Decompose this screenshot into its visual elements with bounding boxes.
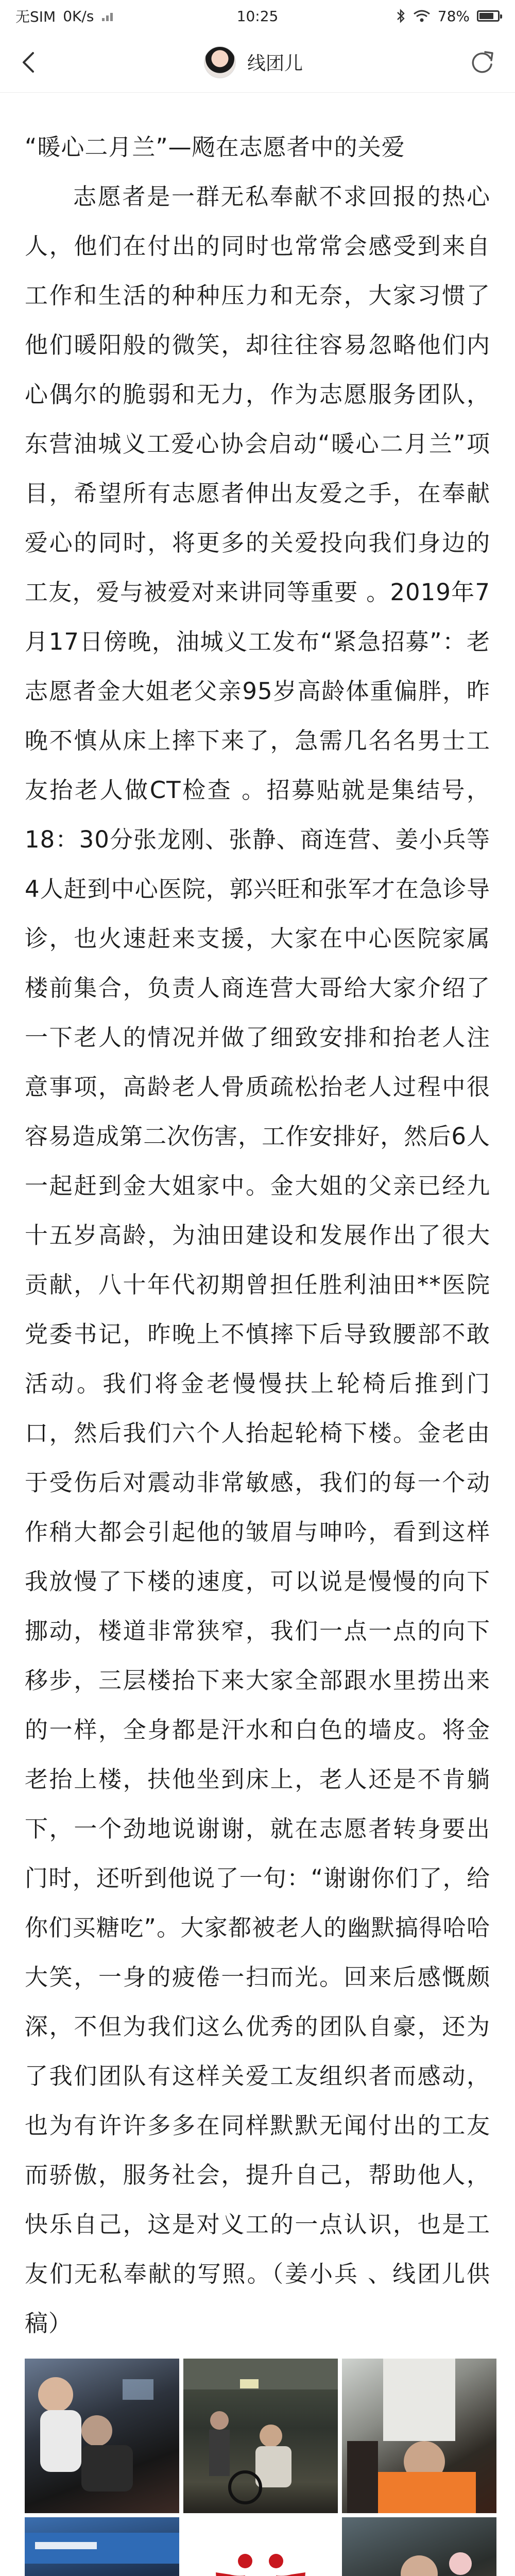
photo-thumbnail[interactable] bbox=[342, 2359, 496, 2513]
battery-fill bbox=[479, 13, 493, 19]
network-speed: 0K/s bbox=[63, 8, 94, 25]
photo-grid bbox=[25, 2359, 490, 2576]
photo-scene bbox=[25, 2359, 179, 2513]
photo-scene bbox=[342, 2517, 496, 2576]
status-left bbox=[15, 6, 116, 26]
avatar[interactable] bbox=[204, 46, 236, 78]
status-right bbox=[396, 8, 500, 25]
battery-icon bbox=[477, 10, 500, 22]
status-time: 10:25 bbox=[0, 8, 515, 25]
refresh-arrow-icon[interactable] bbox=[468, 48, 496, 77]
article-body: 志愿者是一群无私奉献不求回报的热心人，他们在付出的同时也常常会感受到来自工作和生活的种种压力和无奈，大家习惯了他们暖阳般的微笑，却往往容易忽略他们内心偶尔的脆弱和无力，作为志愿服务团队，东营油城义工爱心协会启动“暖心二月兰”项目，希望所有志愿者伸出友爱之手，在奉献爱心的同时，将更多的关爱投向我们身边的工友，爱与被爱对来讲同等重要 。2019年7月17日傍晚，油城义工发布“紧急招募”：老志愿者金大姐老父亲95岁高龄体重偏胖，昨晚不慎从床上摔下来了，急需几名名男士工友抬老人做CT检查 。招募贴就是集结号，18：30分张龙刚、张静、商连营、姜小兵等4人赶到中心医院，郭兴旺和张军才在急诊导诊，也火速赶来支援，大家在中心医院家属楼前集合，负责人商连营大哥给大家介绍了一下老人的情况并做了细致安排和抬老人注意事项，高龄老人骨质疏松抬老人过程中很容易造成第二次伤害，工作安排好，然后6人一起赶到金大姐家中。金大姐的父亲已经九十五岁高龄，为油田建设和发展作出了很大贡献，八十年代初期曾担任胜利油田**医院党委书记，昨晚上不慎摔下后导致腰部不敢活动。我们将金老慢慢扶上轮椅后推到门口，然后我们六个人抬起轮椅下楼。金老由于受伤后对震动非常敏感，我们的每一个动作稍大都会引起他的皱眉与呻吟，看到这样我放慢了下楼的速度，可以说是慢慢的向下挪动，楼道非常狭窄，我们一点一点的向下移步，三层楼抬下来大家全部跟水里捞出来的一样，全身都是汗水和白色的墙皮。将金老抬上楼，扶他坐到床上，老人还是不肯躺下，一个劲地说谢谢，就在志愿者转身要出门时，还听到他说了一句：“谢谢你们了，给你们买糖吃”。大家都被老人的幽默搞得哈哈大笑，一身的疲倦一扫而光。回来后感慨颇深，不但为我们这么优秀的团队自豪，还为了我们团队有这样关爱工友组织者而感动，也为有许许多多在同样默默无闻付出的工友而骄傲，服务社会，提升自己，帮助他人，快乐自己，这是对义工的一点认识，也是工友们无私奉献的写照。（姜小兵 、线团儿供稿） bbox=[25, 172, 490, 2348]
photo-scene bbox=[342, 2359, 496, 2513]
back-arrow-icon[interactable] bbox=[19, 50, 39, 75]
nav-profile[interactable] bbox=[204, 46, 303, 78]
bluetooth-icon bbox=[396, 8, 406, 24]
photo-scene bbox=[183, 2359, 338, 2513]
wifi-icon bbox=[413, 9, 431, 23]
photo-logo[interactable] bbox=[183, 2517, 338, 2576]
status-bar bbox=[0, 0, 515, 32]
photo-thumbnail[interactable] bbox=[25, 2517, 179, 2576]
article-title: “暖心二月兰”—飏在志愿者中的关爱 bbox=[25, 123, 490, 172]
signal-icon bbox=[101, 10, 116, 22]
carrier-text: 无SIM bbox=[15, 6, 56, 26]
battery-percent: 78% bbox=[438, 8, 470, 25]
photo-scene bbox=[25, 2517, 179, 2576]
photo-thumbnail[interactable] bbox=[342, 2517, 496, 2576]
article bbox=[0, 93, 515, 2348]
heart-logo-icon bbox=[207, 2546, 315, 2576]
photo-thumbnail[interactable] bbox=[25, 2359, 179, 2513]
nav-title[interactable]: 线团儿 bbox=[247, 49, 303, 75]
photo-thumbnail[interactable] bbox=[183, 2359, 338, 2513]
nav-bar bbox=[0, 32, 515, 93]
logo-wrap bbox=[183, 2517, 338, 2576]
